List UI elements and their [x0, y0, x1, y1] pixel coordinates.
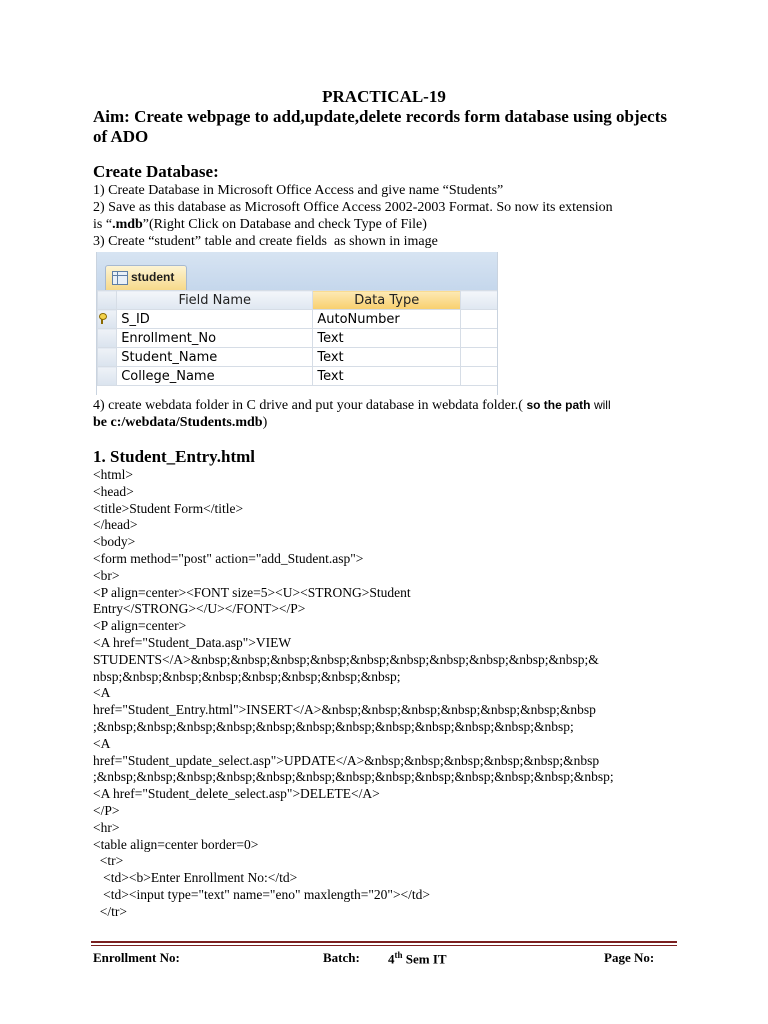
footer-batch-label: Batch:: [323, 950, 360, 965]
code-line: <td><input type="text" name="eno" maxlength="20"></td>: [93, 887, 431, 902]
design-grid: [97, 290, 497, 386]
step-2b-post: ”(Right Click on Database and check Type of File): [142, 217, 427, 232]
code-line: <form method="post" action="add_Student.asp">: [93, 551, 364, 566]
code-line: </tr>: [93, 903, 127, 919]
table-tab-label: student: [131, 270, 175, 284]
batch-rest: Sem IT: [402, 951, 447, 967]
code-line: href="Student_Entry.html">INSERT</A>&nbsp;&nbsp;&nbsp;&nbsp;&nbsp;&nbsp;&nbsp: [93, 702, 596, 718]
primary-key-icon: [98, 313, 106, 323]
step-4-close: ): [262, 415, 268, 430]
row-selector: [98, 367, 117, 386]
footer-batch-value: [388, 950, 447, 967]
code-line: </head>: [93, 517, 138, 533]
tab-bar: [97, 252, 497, 290]
header-empty: [461, 291, 497, 310]
code-line: <A: [93, 735, 111, 751]
section-heading: Create Database:: [93, 162, 219, 181]
step-4-pre: 4) create webdata folder in C drive and put your database in webdata folder.(: [93, 398, 527, 413]
page-title: PRACTICAL-19: [322, 87, 446, 106]
code-line: <P align=center><FONT size=5><U><STRONG>Student: [93, 584, 411, 600]
data-type-cell: Text: [313, 367, 461, 386]
header-data-type: Data Type: [313, 291, 461, 310]
batch-number: 4: [388, 951, 395, 967]
data-type-cell: Text: [313, 329, 461, 348]
code-line: <A href="Student_Data.asp">VIEW: [93, 635, 292, 650]
field-name-cell: S_ID: [117, 310, 313, 329]
row-selector: [98, 348, 117, 367]
step-2b-pre: is “: [93, 217, 113, 232]
code-line: <html>: [93, 467, 133, 482]
code-line: Entry</STRONG></U></FONT></P>: [93, 601, 306, 617]
step-4-line2: [93, 414, 267, 431]
field-name-cell: College_Name: [117, 367, 313, 386]
footer-rule: [91, 941, 677, 943]
batch-suffix: th: [394, 950, 403, 960]
code-line: ;&nbsp;&nbsp;&nbsp;&nbsp;&nbsp;&nbsp;&nbsp;&nbsp;&nbsp;&nbsp;&nbsp;&nbsp;&nbsp;: [93, 769, 614, 785]
code-line: <br>: [93, 567, 120, 583]
field-name-cell: Enrollment_No: [117, 329, 313, 348]
code-line: <hr>: [93, 819, 120, 835]
code-line: ;&nbsp;&nbsp;&nbsp;&nbsp;&nbsp;&nbsp;&nbsp;&nbsp;&nbsp;&nbsp;&nbsp;&nbsp;: [93, 719, 574, 734]
aim-heading: Aim: Create webpage to add,update,delete records form database using objects of ADO: [93, 107, 668, 146]
footer-page: Page No:: [604, 950, 655, 965]
data-type-cell: Text: [313, 348, 461, 367]
empty-cell: [461, 329, 497, 348]
mdb-extension: .mdb: [112, 217, 143, 232]
access-table-image: [96, 252, 498, 395]
step-2b: [93, 216, 427, 233]
row-selector: [98, 310, 117, 329]
step-4-will: will: [593, 398, 611, 412]
table-tab: [105, 265, 187, 290]
code-line: <table align=center border=0>: [93, 836, 259, 852]
table-icon: [112, 271, 128, 285]
empty-cell: [461, 348, 497, 367]
code-line: <title>Student Form</title>: [93, 500, 244, 516]
code-line: <tr>: [93, 853, 124, 869]
empty-cell: [461, 367, 497, 386]
header-field-name: Field Name: [117, 291, 313, 310]
code-line: <body>: [93, 534, 136, 550]
step-4: [93, 397, 611, 414]
code-line: <head>: [93, 483, 134, 499]
code-line: <A href="Student_delete_select.asp">DELETE</A>: [93, 786, 380, 802]
database-path: be c:/webdata/Students.mdb: [93, 415, 263, 430]
file-heading: 1. Student_Entry.html: [93, 447, 255, 466]
step-1: 1) Create Database in Microsoft Office Access and give name “Students”: [93, 183, 504, 198]
code-line: <A: [93, 685, 111, 701]
empty-cell: [461, 310, 497, 329]
code-line: nbsp;&nbsp;&nbsp;&nbsp;&nbsp;&nbsp;&nbsp;&nbsp;: [93, 668, 401, 684]
code-line: href="Student_update_select.asp">UPDATE</A>&nbsp;&nbsp;&nbsp;&nbsp;&nbsp;&nbsp: [93, 752, 600, 768]
select-all-cell: [98, 291, 117, 310]
code-line: </P>: [93, 803, 120, 818]
code-line: STUDENTS</A>&nbsp;&nbsp;&nbsp;&nbsp;&nbsp;&nbsp;&nbsp;&nbsp;&nbsp;&nbsp;&: [93, 651, 599, 667]
code-line: <td><b>Enter Enrollment No:</td>: [93, 870, 298, 886]
field-name-cell: Student_Name: [117, 348, 313, 367]
step-3: 3) Create “student” table and create fields as shown in image: [93, 234, 438, 249]
footer-enrollment: Enrollment No:: [93, 950, 180, 965]
footer-rule-thin: [91, 945, 677, 946]
step-2a: 2) Save as this database as Microsoft Office Access 2002-2003 Format. So now its extension: [93, 200, 613, 215]
data-type-cell: AutoNumber: [313, 310, 461, 329]
step-4-path-note: so the path: [526, 398, 591, 412]
code-line: <P align=center>: [93, 618, 187, 634]
row-selector: [98, 329, 117, 348]
